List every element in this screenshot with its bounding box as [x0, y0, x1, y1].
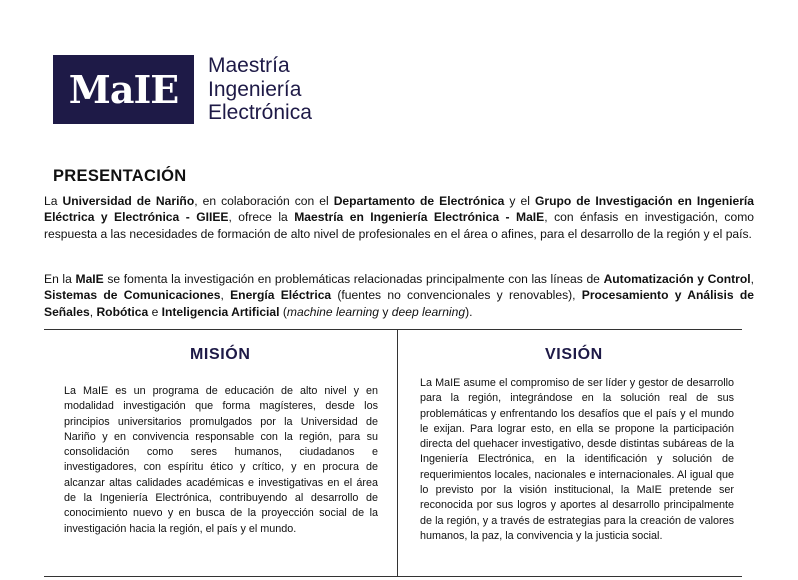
- text-run: y el: [504, 194, 535, 208]
- text-run: Procesamiento y Análisis de Señales: [44, 288, 754, 319]
- text-run: machine learning: [286, 304, 379, 319]
- presentation-paragraph-1: [44, 193, 754, 242]
- text-run: MaIE: [75, 272, 104, 286]
- mision-title: MISIÓN: [190, 346, 251, 363]
- text-run: Departamento de Electrónica: [333, 194, 505, 208]
- logo-line-3: Electrónica: [208, 101, 312, 124]
- logo-line-2: Ingeniería: [208, 77, 302, 101]
- table-bottom-border: [44, 576, 742, 577]
- text-run: ).: [465, 304, 473, 319]
- text-run: , en colaboración con el: [194, 194, 334, 208]
- text-run: ,: [89, 304, 97, 319]
- text-run: Sistemas de Comunicaciones: [44, 288, 221, 303]
- text-run: deep learning: [391, 304, 466, 319]
- text-run: (fuentes no convencionales y renovables),: [331, 288, 582, 303]
- text-run: Universidad de Nariño: [62, 194, 195, 208]
- presentation-title: PRESENTACIÓN: [53, 167, 187, 185]
- logo-mark: MaIE: [68, 67, 179, 112]
- logo-wordmark: [208, 54, 312, 125]
- mision-text: La MaIE es un programa de educación de alto nivel y en modalidad investigación que forma magísteres, desde los principios universitarios promulgados por la Universidad de Nariño y en convivencia responsable con la región, para su consolidación como seres humanos, ciudadanos e investigadores, con espíritu ético y crítico, y en procura de alcanzar altas calidades académicas e investigativas en el área de la Ingeniería Electrónica, contribuyendo al desarrollo de conocimiento nuevo y en busca de la proyección social de la investigación hacia la región, el país y el mundo.: [64, 385, 378, 535]
- text-run: ,: [220, 288, 231, 303]
- text-run: Grupo de Investigación en Ingeniería Eléctrica y Electrónica - GIIEE: [44, 194, 754, 225]
- column-divider: [397, 329, 398, 577]
- text-run: , con énfasis en investigación, como respuesta a las necesidades de formación de alto nivel de profesionales en el área o afines, para el desarrollo de la región y el país.: [44, 210, 754, 241]
- text-run: Maestría en Ingeniería Electrónica - MaIE: [294, 210, 545, 225]
- text-run: e: [148, 304, 162, 319]
- text-run: La: [44, 194, 63, 208]
- vision-text: La MaIE asume el compromiso de ser líder y gestor de desarrollo para la región, integrándose en la solución real de sus problemáticas y enfrentando los desafíos que el país y el mundo le exijan. Para lograr esto, en ella se propone la participación directa del quehacer investigativo, desde distintas subáreas de la Ingeniería Electrónica, en la identificación y solución de requerimientos locales, nacionales e internacionales. Al igual que lo previsto por la visión institucional, la MaIE pretende ser reconocida por sus logros y aportes al desarrollo principalmente de la región, y a través de estrategias para la creación de valores humanos, la paz, la convivencia y la justicia social.: [420, 377, 734, 542]
- text-run: ,: [750, 272, 754, 286]
- text-run: se fomenta la investigación en problemáticas relacionadas principalmente con las líneas de: [103, 272, 604, 286]
- text-run: Robótica: [96, 304, 149, 319]
- presentation-paragraph-2: [44, 271, 754, 320]
- vision-title: VISIÓN: [545, 346, 603, 363]
- text-run: Energía Eléctrica: [230, 288, 332, 303]
- text-run: (: [279, 304, 287, 319]
- text-run: , ofrece la: [228, 210, 295, 225]
- logo-mark-box: [53, 55, 194, 124]
- text-run: y: [379, 304, 392, 319]
- text-run: Automatización y Control: [603, 272, 751, 286]
- logo-line-1: Maestría: [208, 54, 290, 77]
- text-run: Inteligencia Artificial: [161, 304, 280, 319]
- text-run: En la: [44, 272, 76, 286]
- table-top-border: [44, 329, 742, 330]
